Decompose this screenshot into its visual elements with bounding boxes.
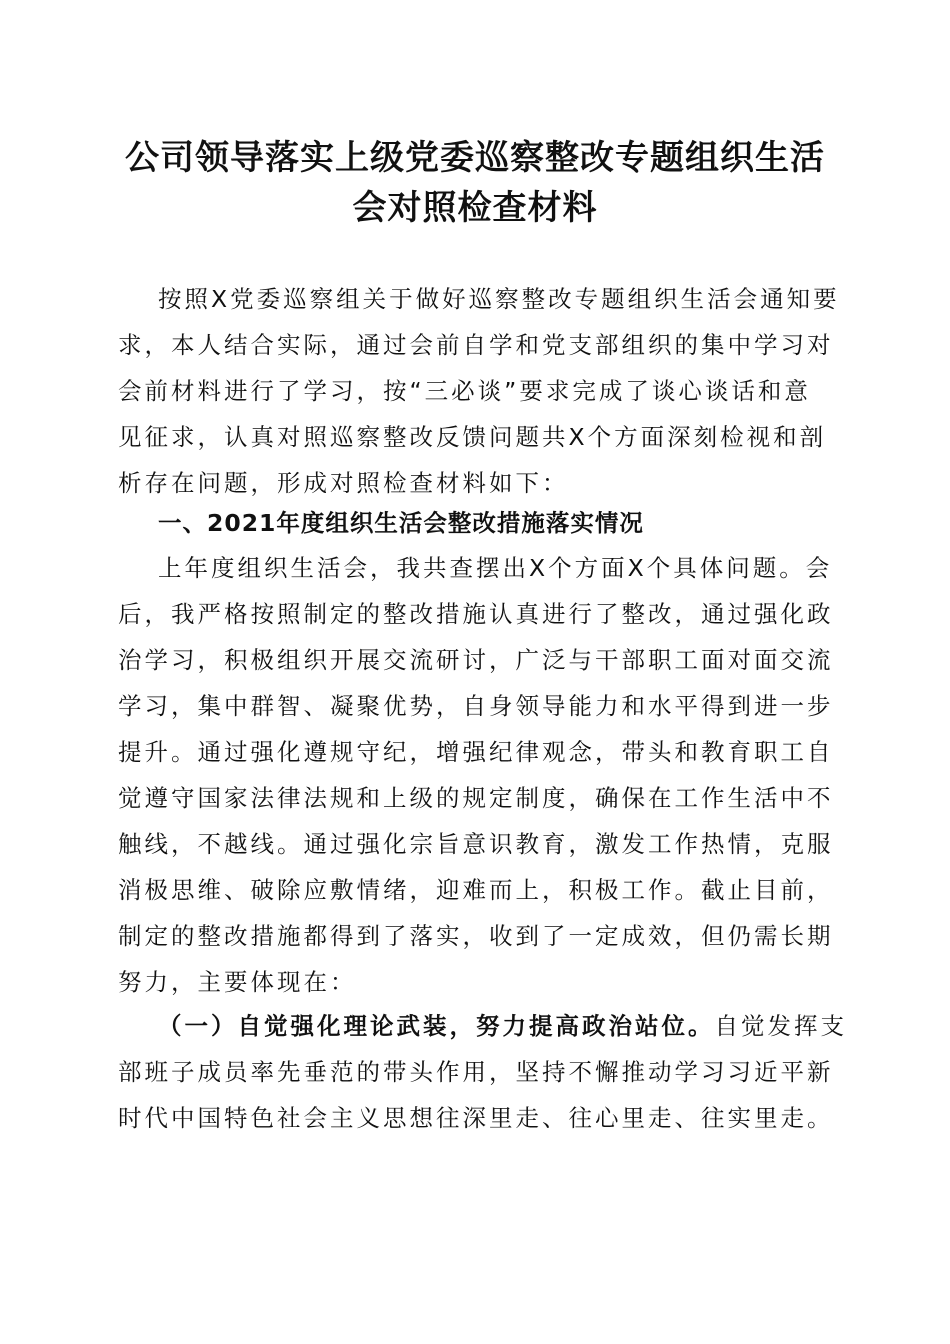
section-1-paragraph-line: 治学习，积极组织开展交流研讨，广泛与干部职工面对面交流 — [118, 646, 834, 674]
section-1-paragraph-line: 提升。通过强化遵规守纪，增强纪律观念，带头和教育职工自 — [118, 738, 834, 766]
subsection-1-heading: （一）自觉强化理论武装，努力提高政治站位。 — [158, 1012, 715, 1040]
section-1-heading: 一、2021年度组织生活会整改措施落实情况 — [158, 509, 644, 537]
section-1-paragraph-line: 学习，集中群智、凝聚优势，自身领导能力和水平得到进一步 — [118, 692, 834, 720]
subsection-1-first-line-rest: 自觉发挥支 — [714, 1012, 847, 1040]
subsection-1-first-line — [158, 1003, 847, 1049]
subsection-1-paragraph-line: 时代中国特色社会主义思想往深里走、往心里走、往实里走。 — [118, 1104, 834, 1132]
section-1-paragraph-line: 制定的整改措施都得到了落实，收到了一定成效，但仍需长期 — [118, 922, 834, 950]
section-1-paragraph-line: 上年度组织生活会，我共查摆出X个方面X个具体问题。会 — [158, 554, 833, 582]
subsection-1-paragraph-line: 部班子成员率先垂范的带头作用，坚持不懈推动学习习近平新 — [118, 1058, 834, 1086]
section-1-paragraph-line: 后，我严格按照制定的整改措施认真进行了整改，通过强化政 — [118, 600, 834, 628]
intro-paragraph-line: 会前材料进行了学习，按“三必谈”要求完成了谈心谈话和意 — [118, 377, 811, 405]
intro-paragraph-line: 求，本人结合实际，通过会前自学和党支部组织的集中学习对 — [118, 331, 834, 359]
document-title-line-1: 公司领导落实上级党委巡察整改专题组织生活 — [125, 138, 825, 178]
intro-paragraph-line: 见征求，认真对照巡察整改反馈问题共X个方面深刻检视和剖 — [118, 423, 827, 451]
section-1-paragraph-line: 努力，主要体现在： — [118, 968, 357, 996]
intro-paragraph-line: 按照X党委巡察组关于做好巡察整改专题组织生活会通知要 — [158, 285, 840, 313]
section-1-paragraph-line: 觉遵守国家法律法规和上级的规定制度，确保在工作生活中不 — [118, 784, 834, 812]
document-title-line-2: 会对照检查材料 — [352, 188, 598, 228]
intro-paragraph-line: 析存在问题，形成对照检查材料如下： — [118, 469, 569, 497]
section-1-paragraph-line: 触线，不越线。通过强化宗旨意识教育，激发工作热情，克服 — [118, 830, 834, 858]
section-1-paragraph-line: 消极思维、破除应敷情绪，迎难而上，积极工作。截止目前， — [118, 876, 834, 904]
